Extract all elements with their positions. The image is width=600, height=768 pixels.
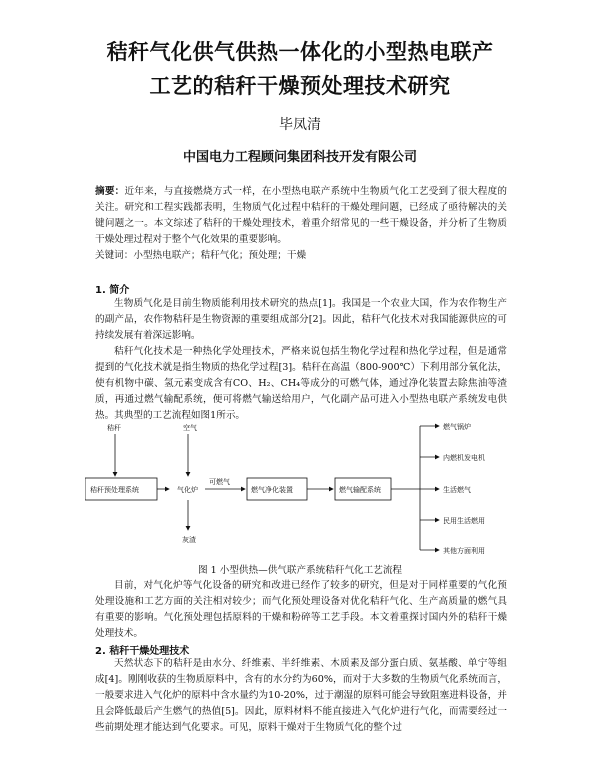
keywords-text: 小型热电联产；秸秆气化；预处理；干燥 [133,250,307,261]
affiliation: 中国电力工程顾问集团科技开发有限公司 [182,150,417,165]
section-2-body [95,656,507,736]
section-1-body [95,296,507,424]
paper-title-line-1: 秸秆气化供气供热一体化的小型热电联产 [106,40,494,64]
box-gas-purifier-label: 燃气净化装置 [251,486,293,494]
input-label-air: 空气 [183,424,197,432]
keywords-label: 关键词： [95,250,134,261]
post-figure-paragraph: 目前，对气化炉等气化设备的研究和改进已经作了较多的研究，但是对于同样重要的气化预处理设施和工艺方面的关注相对较少；而气化预处理设备对优化秸秆气化、生产高质量的燃气具有重要的影响。气化预处理包括原料的干燥和粉碎等工艺手段。本文着重探讨国内外的秸秆干燥处理技术。 [95,580,507,639]
figure-1-caption: 图 1 小型供热—供气联产系统秸秆气化工艺流程 [197,565,403,576]
arrow-label-combustible-gas: 可燃气 [209,478,230,486]
paper-title-line-2: 工艺的秸秆干燥预处理技术研究 [149,74,451,98]
process-flow-diagram [85,418,525,558]
node-gasifier-label: 气化炉 [177,486,198,494]
input-label-straw: 秸秆 [107,424,121,432]
section-1-paragraph-2: 秸秆气化技术是一种热化学处理技术，严格来说包括生物化学过程和热化学过程，但是通常提到的气化技术就是指生物质的热化学过程[3]。秸秆在高温（800-900℃）下利用部分氧化法，使有机物中碳、氢元素变成含有CO、H₂、CH₄等成分的可燃气体，通过净化装置去除焦油等渣质，再通过燃气输配系统，便可将燃气输送给用户，气化副产品可进入小型热电联产系统发电供热。其典型的工艺流程如图1所示。 [95,346,507,421]
post-figure-body [95,578,507,642]
section-1-paragraph-1: 生物质气化是目前生物质能利用技术研究的热点[1]。我国是一个农业大国，作为农作物生产的副产品，农作物秸秆是生物资源的重要组成部分[2]。因此，秸秆气化技术对我国能源供应的可持续发展有着深远影响。 [95,298,507,341]
box-gas-distribution-label: 燃气输配系统 [339,486,381,494]
output-gas-boiler: 燃气锅炉 [443,423,471,431]
author-name: 毕凤清 [279,117,321,133]
output-label-ash: 灰渣 [182,536,196,544]
output-domestic-gas: 生活燃气 [443,486,471,494]
section-2-heading: 2. 秸秆干燥处理技术 [95,646,190,657]
section-1-heading: 1. 简介 [95,285,130,296]
output-civil-use: 民用生活燃用 [443,517,485,525]
abstract-label: 摘要： [95,186,125,197]
output-engine-generator: 内燃机发电机 [443,454,485,462]
abstract [95,184,507,264]
box-straw-pretreatment-label: 秸秆预处理系统 [90,486,139,494]
section-2-paragraph-1: 天然状态下的秸秆是由水分、纤维素、半纤维素、木质素及部分蛋白质、氨基酸、单宁等组成[4]。刚刚收获的生物质原料中，含有的水分约为60%，而对于大多数的生物质气化系统而言，一般要求进入气化炉的原料中含水量约为10-20%，过于潮湿的原料可能会导致阻塞进料设备，并且会降低最后产生燃气的热值[5]。因此，原料材料不能直接进入气化炉进行气化，而需要经过一些前期处理才能达到气化要求。可见，原料干燥对于生物质气化的整个过 [95,658,507,733]
output-other-use: 其他方面利用 [443,547,485,555]
abstract-text: 近年来，与直接燃烧方式一样，在小型热电联产系统中生物质气化工艺受到了很大程度的关注。研究和工程实践都表明，生物质气化过程中秸秆的干燥处理问题，已经成了亟待解决的关键问题之一。本文综述了秸秆的干燥处理技术，着重介绍常见的一些干燥设备，并分析了生物质干燥处理过程对于整个气化效果的重要影响。 [95,186,508,245]
